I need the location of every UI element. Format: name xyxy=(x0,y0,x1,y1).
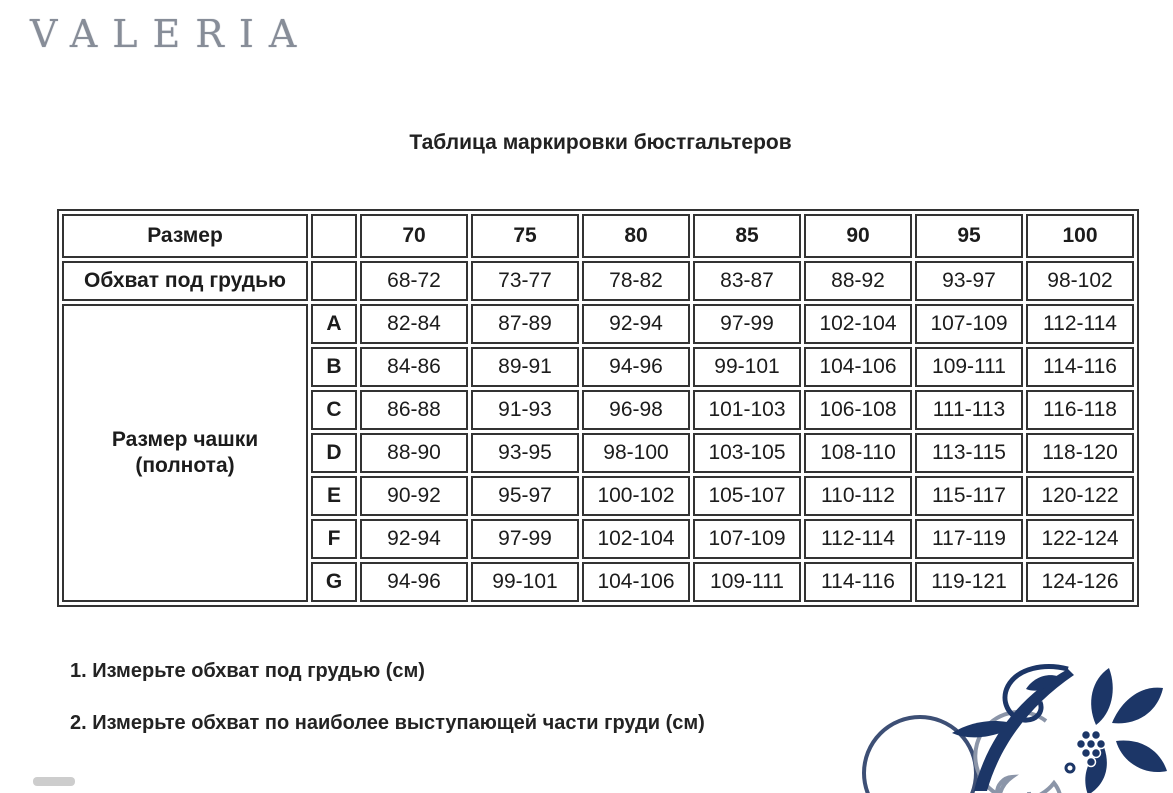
row-label-underbust: Обхват под грудью xyxy=(62,261,308,301)
cell-value: 88-90 xyxy=(360,433,468,473)
cell-value: 97-99 xyxy=(471,519,579,559)
cell-value: 114-116 xyxy=(1026,347,1134,387)
cell-value: 93-95 xyxy=(471,433,579,473)
row-label-cup-size: Размер чашки (полнота) xyxy=(62,304,308,602)
page-title: Таблица маркировки бюстгальтеров xyxy=(409,131,792,154)
cell-value: 124-126 xyxy=(1026,562,1134,602)
cell-value: 106-108 xyxy=(804,390,912,430)
cell-value: 91-93 xyxy=(471,390,579,430)
table-row-underbust xyxy=(62,261,1134,301)
cell-value: 94-96 xyxy=(360,562,468,602)
cutoff-content-fragment xyxy=(33,777,75,786)
cell-value: 86-88 xyxy=(360,390,468,430)
cell-value: 99-101 xyxy=(471,562,579,602)
cup-letter: G xyxy=(311,562,357,602)
cell-value: 102-104 xyxy=(582,519,690,559)
cell-value: 98-102 xyxy=(1026,261,1134,301)
cell-value: 68-72 xyxy=(360,261,468,301)
cell-value: 102-104 xyxy=(804,304,912,344)
cup-letter: F xyxy=(311,519,357,559)
cell-value: 110-112 xyxy=(804,476,912,516)
size-col-header: 90 xyxy=(804,214,912,258)
cell-value: 112-114 xyxy=(804,519,912,559)
cell-value: 105-107 xyxy=(693,476,801,516)
cell-value: 107-109 xyxy=(693,519,801,559)
cell-value: 109-111 xyxy=(915,347,1023,387)
floral-ornament-icon xyxy=(858,663,1168,793)
cell-value: 96-98 xyxy=(582,390,690,430)
size-col-header: 80 xyxy=(582,214,690,258)
cell-value: 118-120 xyxy=(1026,433,1134,473)
instruction-step-2: 2. Измерьте обхват по наиболее выступающей части груди (см) xyxy=(70,712,705,734)
cell-value: 88-92 xyxy=(804,261,912,301)
bra-size-table xyxy=(57,209,1139,607)
cell-value: 114-116 xyxy=(804,562,912,602)
row-label-size: Размер xyxy=(62,214,308,258)
empty-cell xyxy=(311,261,357,301)
cell-value: 99-101 xyxy=(693,347,801,387)
cell-value: 104-106 xyxy=(582,562,690,602)
size-col-header: 85 xyxy=(693,214,801,258)
cell-value: 117-119 xyxy=(915,519,1023,559)
cup-letter: C xyxy=(311,390,357,430)
size-col-header: 100 xyxy=(1026,214,1134,258)
cell-value: 101-103 xyxy=(693,390,801,430)
brand-logo: VALERIA xyxy=(30,12,312,56)
cup-letter: A xyxy=(311,304,357,344)
size-col-header: 75 xyxy=(471,214,579,258)
cell-value: 87-89 xyxy=(471,304,579,344)
cell-value: 104-106 xyxy=(804,347,912,387)
cell-value: 109-111 xyxy=(693,562,801,602)
cell-value: 90-92 xyxy=(360,476,468,516)
cell-value: 82-84 xyxy=(360,304,468,344)
table-row-size xyxy=(62,214,1134,258)
cell-value: 94-96 xyxy=(582,347,690,387)
cell-value: 111-113 xyxy=(915,390,1023,430)
cell-value: 115-117 xyxy=(915,476,1023,516)
cell-value: 73-77 xyxy=(471,261,579,301)
cell-value: 98-100 xyxy=(582,433,690,473)
cell-value: 107-109 xyxy=(915,304,1023,344)
cell-value: 100-102 xyxy=(582,476,690,516)
table-row-cup-a xyxy=(62,304,1134,344)
cell-value: 92-94 xyxy=(360,519,468,559)
cell-value: 119-121 xyxy=(915,562,1023,602)
cell-value: 89-91 xyxy=(471,347,579,387)
cell-value: 112-114 xyxy=(1026,304,1134,344)
cell-value: 108-110 xyxy=(804,433,912,473)
instruction-step-1: 1. Измерьте обхват под грудью (см) xyxy=(70,660,425,682)
size-col-header: 95 xyxy=(915,214,1023,258)
cell-value: 113-115 xyxy=(915,433,1023,473)
cell-value: 95-97 xyxy=(471,476,579,516)
size-col-header: 70 xyxy=(360,214,468,258)
cell-value: 122-124 xyxy=(1026,519,1134,559)
cup-letter: D xyxy=(311,433,357,473)
cell-value: 116-118 xyxy=(1026,390,1134,430)
cell-value: 120-122 xyxy=(1026,476,1134,516)
cell-value: 78-82 xyxy=(582,261,690,301)
cell-value: 93-97 xyxy=(915,261,1023,301)
empty-cell xyxy=(311,214,357,258)
cell-value: 83-87 xyxy=(693,261,801,301)
cell-value: 103-105 xyxy=(693,433,801,473)
cell-value: 97-99 xyxy=(693,304,801,344)
cell-value: 84-86 xyxy=(360,347,468,387)
cup-letter: E xyxy=(311,476,357,516)
cell-value: 92-94 xyxy=(582,304,690,344)
cup-letter: B xyxy=(311,347,357,387)
